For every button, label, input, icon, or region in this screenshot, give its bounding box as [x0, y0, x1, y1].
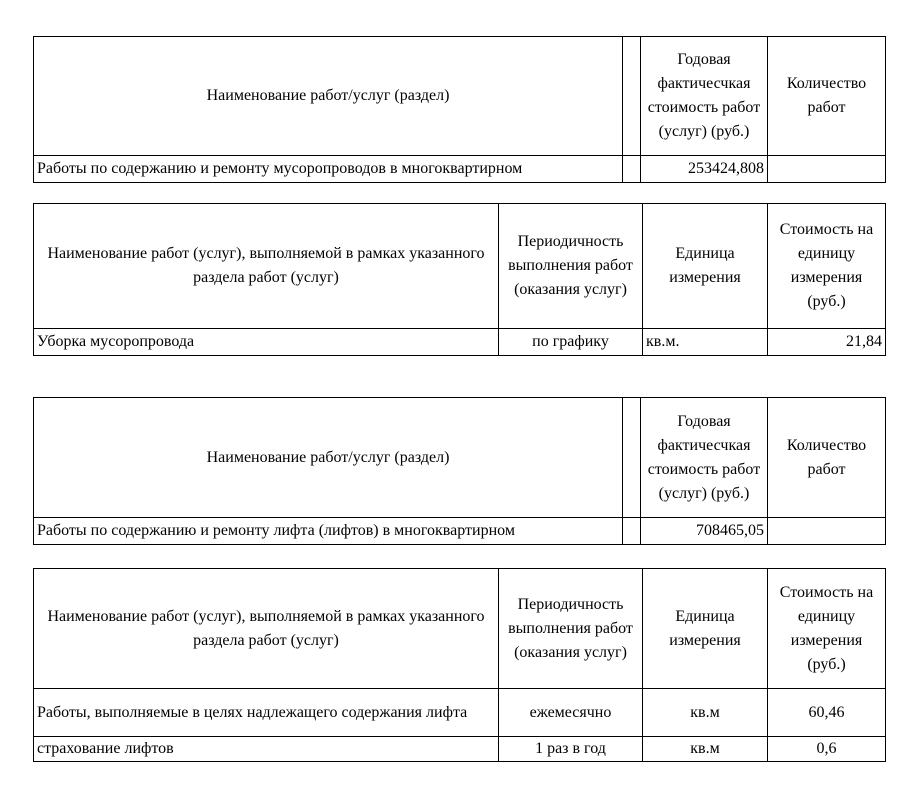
cell-annual-cost: 708465,05 [641, 518, 768, 545]
cell-unit: кв.м [643, 737, 768, 762]
header-unit-cost: Стоимость на единицу измерения (руб.) [768, 204, 886, 329]
header-work-name: Наименование работ/услуг (раздел) [34, 398, 623, 518]
header-work-name: Наименование работ (услуг), выполняемой в рамках указанного раздела работ (услуг) [34, 569, 499, 689]
header-work-name: Наименование работ (услуг), выполняемой в рамках указанного раздела работ (услуг) [34, 204, 499, 329]
header-work-count: Количество работ [768, 398, 886, 518]
header-work-count: Количество работ [768, 37, 886, 156]
header-annual-cost: Годовая фактичесчкая стоимость работ (услуг) (руб.) [641, 37, 768, 156]
header-row [34, 398, 886, 518]
header-row [34, 569, 886, 689]
cell-unit-cost: 60,46 [768, 689, 886, 737]
table-row [34, 518, 886, 545]
cell-periodicity: 1 раз в год [499, 737, 643, 762]
header-unit: Единица измерения [643, 204, 768, 329]
header-unit: Единица измерения [643, 569, 768, 689]
cell-annual-cost: 253424,808 [641, 156, 768, 183]
table-row [34, 156, 886, 183]
cell-periodicity: по графику [499, 329, 643, 356]
cell-unit: кв.м [643, 689, 768, 737]
header-row [34, 204, 886, 329]
header-annual-cost: Годовая фактичесчкая стоимость работ (услуг) (руб.) [641, 398, 768, 518]
cell-work-name: страхование лифтов [34, 737, 499, 762]
table-row [34, 329, 886, 356]
section-details-table-1 [33, 203, 886, 356]
spacer-cell [623, 518, 641, 545]
header-work-name: Наименование работ/услуг (раздел) [34, 37, 623, 156]
cell-work-name: Уборка мусоропровода [34, 329, 499, 356]
cell-work-count [768, 156, 886, 183]
cell-unit-cost: 21,84 [768, 329, 886, 356]
spacer-cell [623, 156, 641, 183]
header-periodicity: Периодичность выполнения работ (оказания услуг) [499, 204, 643, 329]
section-summary-table-2 [33, 397, 886, 545]
header-periodicity: Периодичность выполнения работ (оказания услуг) [499, 569, 643, 689]
spacer-cell [623, 37, 641, 156]
cell-unit: кв.м. [643, 329, 768, 356]
table-row [34, 689, 886, 737]
cell-unit-cost: 0,6 [768, 737, 886, 762]
section-summary-table-1 [33, 36, 886, 183]
header-row [34, 37, 886, 156]
cell-work-name: Работы по содержанию и ремонту лифта (лифтов) в многоквартирном [34, 518, 623, 545]
table-row [34, 737, 886, 762]
cell-work-count [768, 518, 886, 545]
cell-periodicity: ежемесячно [499, 689, 643, 737]
cell-work-name: Работы, выполняемые в целях надлежащего содержания лифта [34, 689, 499, 737]
section-details-table-2 [33, 568, 886, 762]
cell-work-name: Работы по содержанию и ремонту мусоропроводов в многоквартирном [34, 156, 623, 183]
spacer-cell [623, 398, 641, 518]
header-unit-cost: Стоимость на единицу измерения (руб.) [768, 569, 886, 689]
